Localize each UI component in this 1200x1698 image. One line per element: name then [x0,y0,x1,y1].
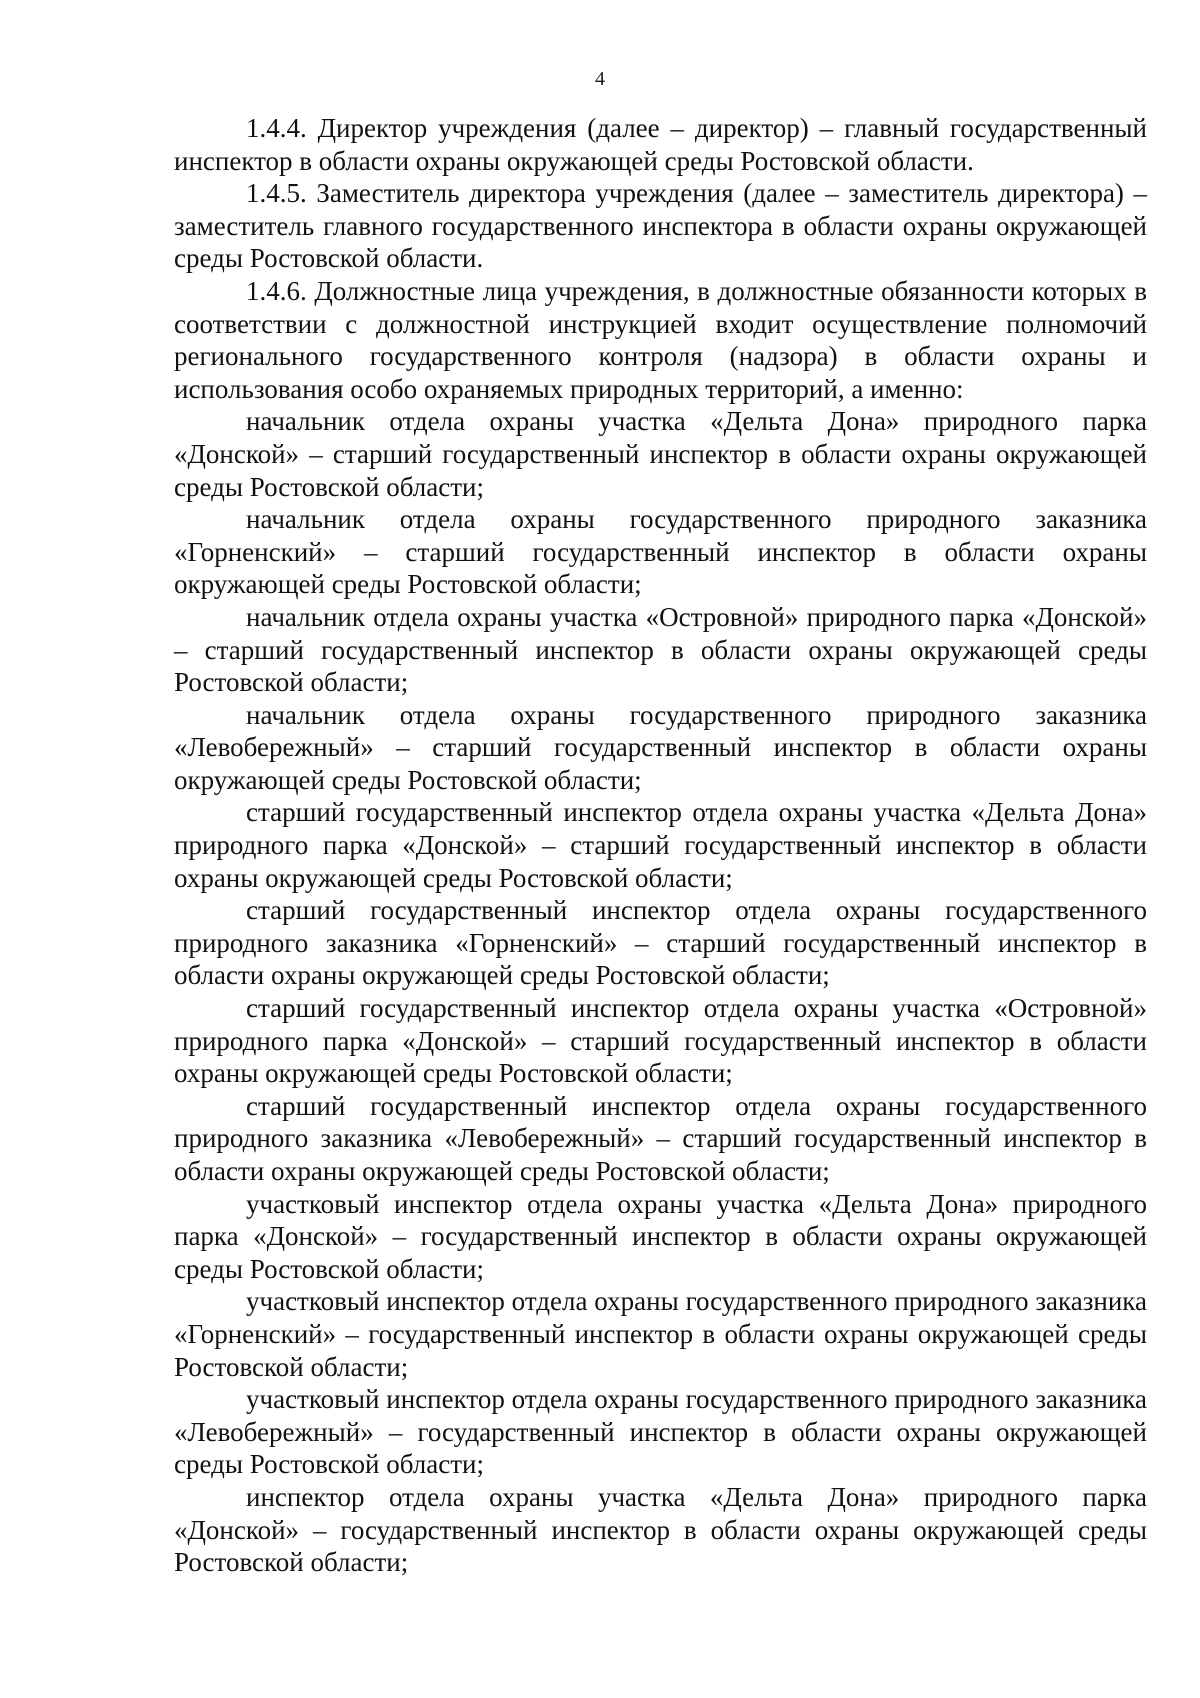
list-item: старший государственный инспектор отдела охраны участка «Островной» природного парка «Донской» – старший государственный инспектор в области охраны окружающей среды Ростовской области; [174,993,1147,1089]
list-item: начальник отдела охраны государственного природного заказника «Левобережный» – старший государственный инспектор в области охраны окружающей среды Ростовской области; [174,699,1147,795]
list-item: старший государственный инспектор отдела охраны участка «Дельта Дона» природного парка «Донской» – старший государственный инспектор в области охраны окружающей среды Ростовской области; [174,797,1147,893]
list-item: участковый инспектор отдела охраны государственного природного заказника «Горненский» – государственный инспектор в области охраны окружающей среды Ростовской области; [174,1286,1147,1382]
paragraph-1-4-4: 1.4.4. Директор учреждения (далее – директор) – главный государственный инспектор в области охраны окружающей среды Ростовской области. [174,113,1147,176]
list-item: инспектор отдела охраны участка «Дельта Дона» природного парка «Донской» – государственный инспектор в области охраны окружающей среды Ростовской области; [174,1481,1147,1578]
list-item: начальник отдела охраны государственного природного заказника «Горненский» – старший государственный инспектор в области охраны окружающей среды Ростовской области; [174,504,1147,600]
list-item: начальник отдела охраны участка «Дельта Дона» природного парка «Донской» – старший государственный инспектор в области охраны окружающей среды Ростовской области; [174,406,1147,502]
list-item: старший государственный инспектор отдела охраны государственного природного заказника «Горненский» – старший государственный инспектор в области охраны окружающей среды Ростовской области; [174,895,1147,991]
list-item: старший государственный инспектор отдела охраны государственного природного заказника «Левобережный» – старший государственный инспектор в области охраны окружающей среды Ростовской области; [174,1090,1147,1186]
list-item: участковый инспектор отдела охраны государственного природного заказника «Левобережный» – государственный инспектор в области охраны окружающей среды Ростовской области; [174,1384,1147,1480]
page-number: 4 [595,68,605,90]
list-item: начальник отдела охраны участка «Островной» природного парка «Донской» – старший государственный инспектор в области охраны окружающей среды Ростовской области; [174,601,1147,698]
list-item: участковый инспектор отдела охраны участка «Дельта Дона» природного парка «Донской» – государственный инспектор в области охраны окружающей среды Ростовской области; [174,1188,1147,1284]
document-body [174,112,1147,1579]
paragraph-1-4-6: 1.4.6. Должностные лица учреждения, в должностные обязанности которых в соответствии с должностной инструкцией входит осуществление полномочий регионального государственного контроля (надзора) в области охраны и использования особо охраняемых природных территорий, а именно: [174,275,1147,404]
paragraph-1-4-5: 1.4.5. Заместитель директора учреждения (далее – заместитель директора) – заместитель главного государственного инспектора в области охраны окружающей среды Ростовской области. [174,178,1147,274]
